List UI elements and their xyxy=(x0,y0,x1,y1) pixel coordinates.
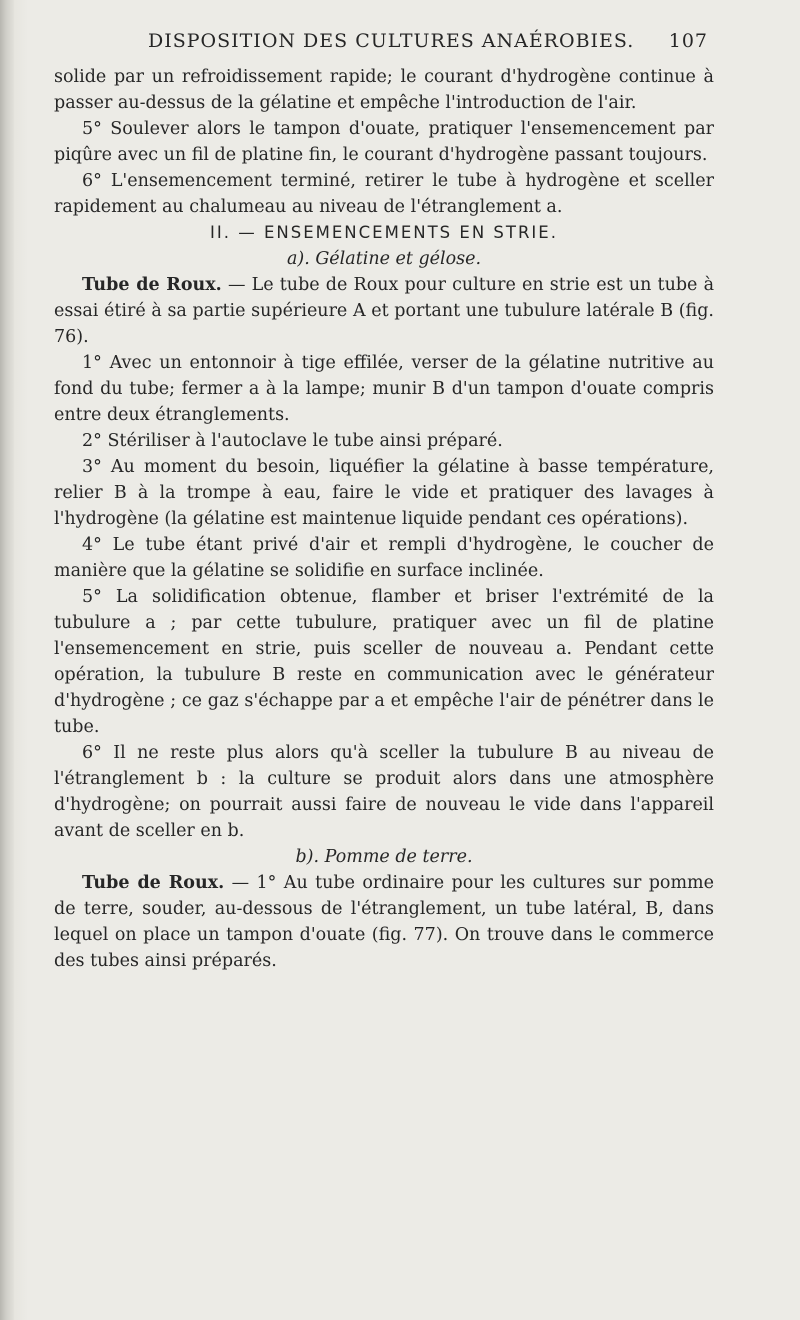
running-header xyxy=(148,30,708,52)
gelatine-step-1: 1° Avec un entonnoir à tige effilée, verser de la gélatine nutritive au fond du tube; fermer a à la lampe; munir B d'un tampon d'ouate compris entre deux étranglements. xyxy=(54,353,714,425)
page-body xyxy=(54,64,714,974)
pomme-de-terre-text: — 1° Au tube ordinaire pour les cultures sur pomme de terre, souder, au-dessous de l'étranglement, un tube latéral, B, dans lequel on place un tampon d'ouate (fig. 77). On trouve dans le commerce des tubes ainsi préparés. xyxy=(54,873,715,971)
paragraph-continuation: solide par un refroidissement rapide; le courant d'hydrogène continue à passer au-dessus de la gélatine et empêche l'introduction de l'air. xyxy=(54,67,714,113)
gelatine-step-6: 6° Il ne reste plus alors qu'à sceller la tubulure B au niveau de l'étranglement b : la culture se produit alors dans une atmosphère d'hydrogène; on pourrait aussi faire de nouveau le vide dans l'appareil avant de sceller en b. xyxy=(54,743,714,841)
subsection-heading-a: a). Gélatine et gélose. xyxy=(286,249,482,269)
running-title: DISPOSITION DES CULTURES ANAÉROBIES. xyxy=(148,30,635,52)
gelatine-step-3: 3° Au moment du besoin, liquéfier la gélatine à basse température, relier B à la trompe à eau, faire le vide et pratiquer des lavages à l'hydrogène (la gélatine est maintenue liquide pendant ces opérations). xyxy=(54,457,714,529)
tube-roux-title-b: Tube de Roux. xyxy=(82,873,225,893)
tube-roux-intro-text: — Le tube de Roux pour culture en strie est un tube à essai étiré à sa partie supérieure A et portant une tubulure latérale B (fig. 76). xyxy=(54,275,715,347)
pomme-de-terre-paragraph xyxy=(54,870,714,974)
gelatine-step-2: 2° Stériliser à l'autoclave le tube ainsi préparé. xyxy=(82,431,503,451)
tube-roux-intro xyxy=(54,272,714,350)
paragraph-step-5: 5° Soulever alors le tampon d'ouate, pratiquer l'ensemencement par piqûre avec un fil de platine fin, le courant d'hydrogène passant toujours. xyxy=(54,119,714,165)
page-number: 107 xyxy=(668,30,708,52)
tube-roux-title: Tube de Roux. xyxy=(82,275,222,295)
page-binding-edge xyxy=(0,0,14,1320)
gelatine-step-5: 5° La solidification obtenue, flamber et briser l'extrémité de la tubulure a ; par cette tubulure, pratiquer avec un fil de platine l'ensemencement en strie, puis sceller de nouveau a. Pendant cette opération, la tubulure B reste en communication avec le générateur d'hydrogène ; ce gaz s'échappe par a et empêche l'air de pénétrer dans le tube. xyxy=(54,587,714,737)
section-heading: II. — ENSEMENCEMENTS EN STRIE. xyxy=(210,223,558,242)
gelatine-step-4: 4° Le tube étant privé d'air et rempli d'hydrogène, le coucher de manière que la gélatine se solidifie en surface inclinée. xyxy=(54,535,714,581)
paragraph-step-6: 6° L'ensemencement terminé, retirer le tube à hydrogène et sceller rapidement au chalumeau au niveau de l'étranglement a. xyxy=(54,171,714,217)
subsection-heading-b: b). Pomme de terre. xyxy=(295,847,473,867)
